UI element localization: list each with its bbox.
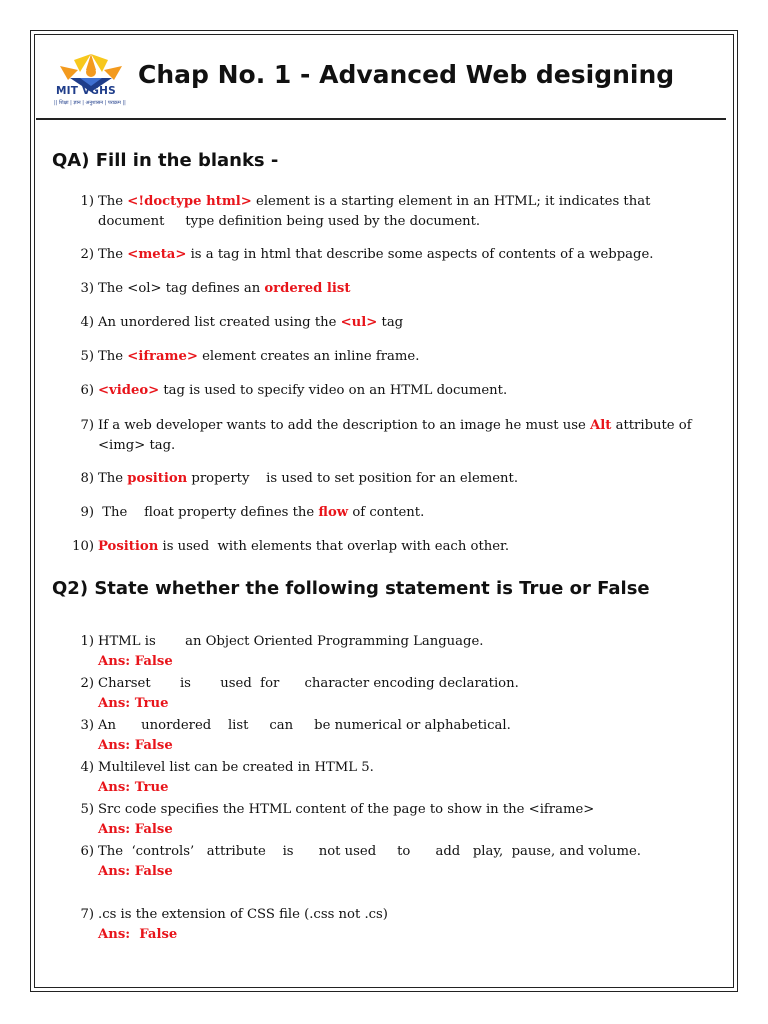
item-text [98, 313, 708, 333]
item-text-before: The <ol> tag defines an [98, 281, 265, 296]
item-number: 2) [80, 247, 94, 262]
item-answer-highlight: <ul> [340, 315, 378, 330]
answer-label: Ans: False [98, 822, 173, 837]
item-body [98, 842, 708, 882]
item-text [98, 279, 708, 299]
item-number: 10) [72, 539, 94, 554]
item-text-after: is used with elements that overlap with each other. [158, 539, 510, 554]
item-number: 5) [80, 349, 94, 364]
item-text-after: element is a starting element in an HTML; it indicates that document type definition being used by the document. [98, 194, 655, 229]
item-text [98, 192, 708, 232]
item-text [98, 245, 708, 265]
item-text-before: An unordered list created using the [98, 315, 341, 330]
item-body [98, 632, 708, 672]
item-answer-highlight: <!doctype html> [127, 194, 252, 209]
item-answer-highlight: position [127, 471, 188, 486]
page-header [50, 48, 726, 118]
answer-label: Ans: False [98, 864, 173, 879]
item-number: 7) [80, 907, 94, 922]
logo-text: MIT VGHS [56, 85, 116, 97]
item-number: 8) [80, 471, 94, 486]
item-answer-highlight: Position [98, 539, 159, 554]
item-answer-highlight: <iframe> [127, 349, 198, 364]
item-text [98, 469, 708, 489]
item-text-before: The [98, 471, 128, 486]
item-number: 7) [80, 418, 94, 433]
item-text-after: tag is used to specify video on an HTML document. [159, 383, 508, 398]
statement-text: Src code specifies the HTML content of the page to show in the <iframe> [98, 802, 595, 817]
item-answer-highlight: flow [318, 505, 349, 520]
item-text-after: attribute of <img> tag. [98, 418, 696, 453]
logo-tagline: || शिक्षा | ज्ञान | अनुशासन | पराक्रम || [54, 100, 126, 106]
item-text [98, 416, 708, 456]
answer-label: Ans: False [98, 927, 178, 942]
answer-label: Ans: True [98, 780, 169, 795]
statement-text: The ‘controls’ attribute is not used to add play, pause, and volume. [98, 844, 641, 859]
item-text-after: tag [377, 315, 404, 330]
section-b-title: Q2) State whether the following statement is True or False [52, 578, 650, 599]
item-text [98, 347, 708, 367]
answer-label: Ans: False [98, 738, 173, 753]
item-number: 3) [80, 281, 94, 296]
item-text-before: If a web developer wants to add the description to an image he must use [98, 418, 591, 433]
statement-text: HTML is an Object Oriented Programming Language. [98, 634, 484, 649]
section-a-title: QA) Fill in the blanks - [52, 150, 279, 171]
statement-text: Charset is used for character encoding declaration. [98, 676, 519, 691]
item-number: 4) [80, 760, 94, 775]
item-number: 1) [80, 634, 94, 649]
item-text-after: element creates an inline frame. [197, 349, 420, 364]
item-text-after: property is used to set position for an element. [187, 471, 519, 486]
item-body [98, 758, 708, 798]
item-number: 9) [80, 505, 94, 520]
statement-text: .cs is the extension of CSS file (.css not .cs) [98, 907, 388, 922]
answer-label: Ans: False [98, 654, 173, 669]
item-answer-highlight: ordered list [264, 281, 351, 296]
item-answer-highlight: Alt [590, 418, 612, 433]
item-text-before: The [98, 247, 128, 262]
item-answer-highlight: <meta> [127, 247, 187, 262]
item-number: 2) [80, 676, 94, 691]
item-text-after: of content. [348, 505, 425, 520]
item-text [98, 381, 708, 401]
item-number: 5) [80, 802, 94, 817]
item-number: 6) [80, 383, 94, 398]
item-body [98, 905, 708, 945]
item-number: 3) [80, 718, 94, 733]
item-text-before: The float property defines the [98, 505, 319, 520]
item-text-after: is a tag in html that describe some aspects of contents of a webpage. [186, 247, 654, 262]
answer-label: Ans: True [98, 696, 169, 711]
statement-text: An unordered list can be numerical or alphabetical. [98, 718, 511, 733]
item-text [98, 503, 708, 523]
page-title: Chap No. 1 - Advanced Web designing [138, 60, 675, 89]
item-answer-highlight: <video> [98, 383, 160, 398]
item-body [98, 716, 708, 756]
statement-text: Multilevel list can be created in HTML 5. [98, 760, 374, 775]
item-body [98, 800, 708, 840]
item-body [98, 674, 708, 714]
item-text [98, 537, 708, 557]
item-text-before: The [98, 194, 128, 209]
item-number: 4) [80, 315, 94, 330]
school-logo [50, 48, 132, 110]
item-number: 1) [80, 194, 94, 209]
item-number: 6) [80, 844, 94, 859]
header-divider [36, 118, 726, 120]
item-text-before: The [98, 349, 128, 364]
